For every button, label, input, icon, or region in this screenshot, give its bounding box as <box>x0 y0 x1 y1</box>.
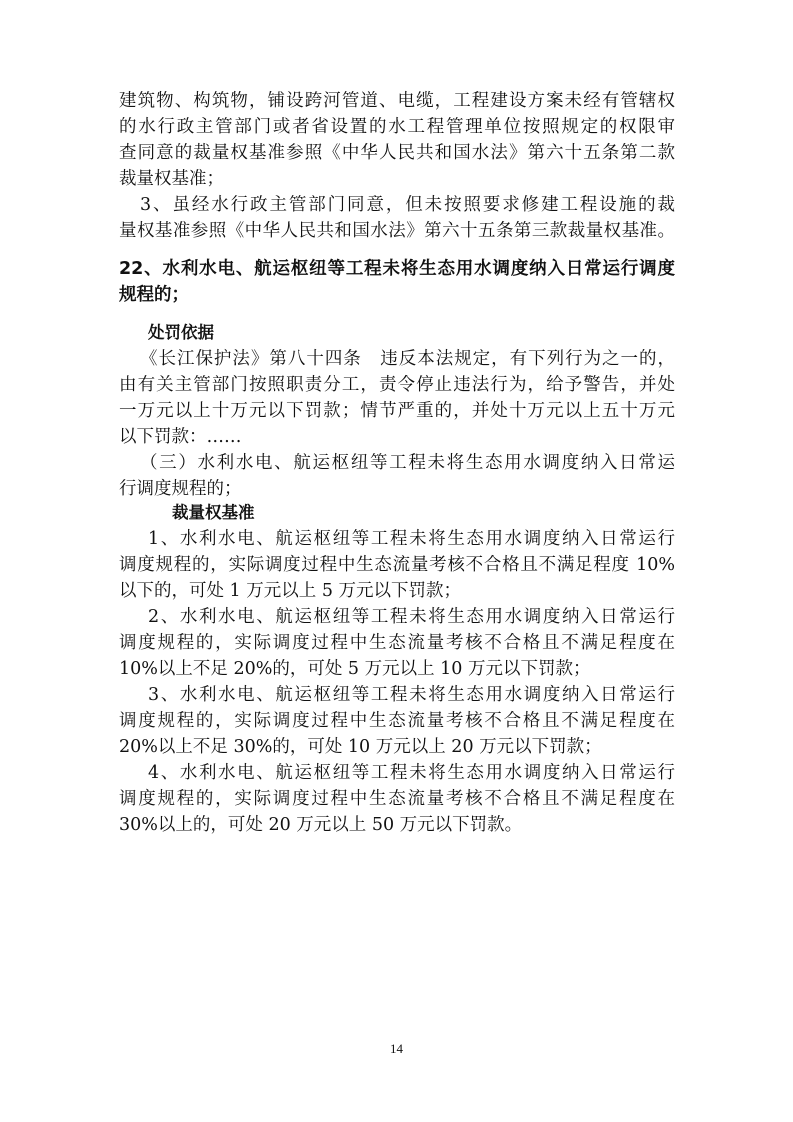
basis-line-5: （三）水利水电、航运枢纽等工程未将生态用水调度纳入日常运 <box>140 453 675 473</box>
standard-line-3: 以下的，可处 1 万元以上 5 万元以下罚款； <box>119 581 462 601</box>
intro-line-5: 3、虽经水行政主管部门同意，但未按照要求修建工程设施的裁 <box>140 195 675 215</box>
standard-line-10: 4、水利水电、航运枢纽等工程未将生态用水调度纳入日常运行 <box>148 763 675 783</box>
standard-heading: 裁量权基准 <box>172 503 255 522</box>
standard-line-5: 调度规程的，实际调度过程中生态流量考核不合格且不满足程度在 <box>119 633 675 653</box>
standard-line-4: 2、水利水电、航运枢纽等工程未将生态用水调度纳入日常运行 <box>148 607 675 627</box>
basis-line-4: 以下罚款：…… <box>119 427 242 447</box>
standard-line-9: 20%以上不足 30%的，可处 10 万元以上 20 万元以下罚款； <box>119 737 602 757</box>
standard-line-1: 1、水利水电、航运枢纽等工程未将生态用水调度纳入日常运行 <box>148 529 675 549</box>
basis-line-1: 《长江保护法》第八十四条 违反本法规定，有下列行为之一的， <box>140 349 675 369</box>
standard-line-8: 调度规程的，实际调度过程中生态流量考核不合格且不满足程度在 <box>119 711 675 731</box>
intro-line-1: 建筑物、构筑物，铺设跨河管道、电缆，工程建设方案未经有管辖权 <box>119 91 675 111</box>
basis-line-2: 由有关主管部门按照职责分工，责令停止违法行为，给予警告，并处 <box>119 375 675 395</box>
item-22-title-line-1: 22、水利水电、航运枢纽等工程未将生态用水调度纳入日常运行调度 <box>119 259 675 279</box>
standard-line-11: 调度规程的，实际调度过程中生态流量考核不合格且不满足程度在 <box>119 789 675 809</box>
intro-line-3: 查同意的裁量权基准参照《中华人民共和国水法》第六十五条第二款 <box>119 143 675 163</box>
intro-line-2: 的水行政主管部门或者省设置的水工程管理单位按照规定的权限审 <box>119 117 675 137</box>
standard-line-2: 调度规程的，实际调度过程中生态流量考核不合格且不满足程度 10% <box>119 555 675 575</box>
page-number: 14 <box>390 1041 403 1056</box>
basis-line-3: 一万元以上十万元以下罚款；情节严重的，并处十万元以上五十万元 <box>119 401 675 421</box>
intro-line-4: 裁量权基准； <box>119 169 224 189</box>
basis-line-6: 行调度规程的； <box>119 479 242 499</box>
intro-line-6: 量权基准参照《中华人民共和国水法》第六十五条第三款裁量权基准。 <box>119 221 675 241</box>
standard-line-12: 30%以上的，可处 20 万元以上 50 万元以下罚款。 <box>119 815 523 835</box>
basis-heading: 处罚依据 <box>148 323 214 342</box>
item-22-title-line-2: 规程的； <box>119 285 189 305</box>
standard-line-7: 3、水利水电、航运枢纽等工程未将生态用水调度纳入日常运行 <box>148 685 675 705</box>
standard-line-6: 10%以上不足 20%的，可处 5 万元以上 10 万元以下罚款； <box>119 659 591 679</box>
